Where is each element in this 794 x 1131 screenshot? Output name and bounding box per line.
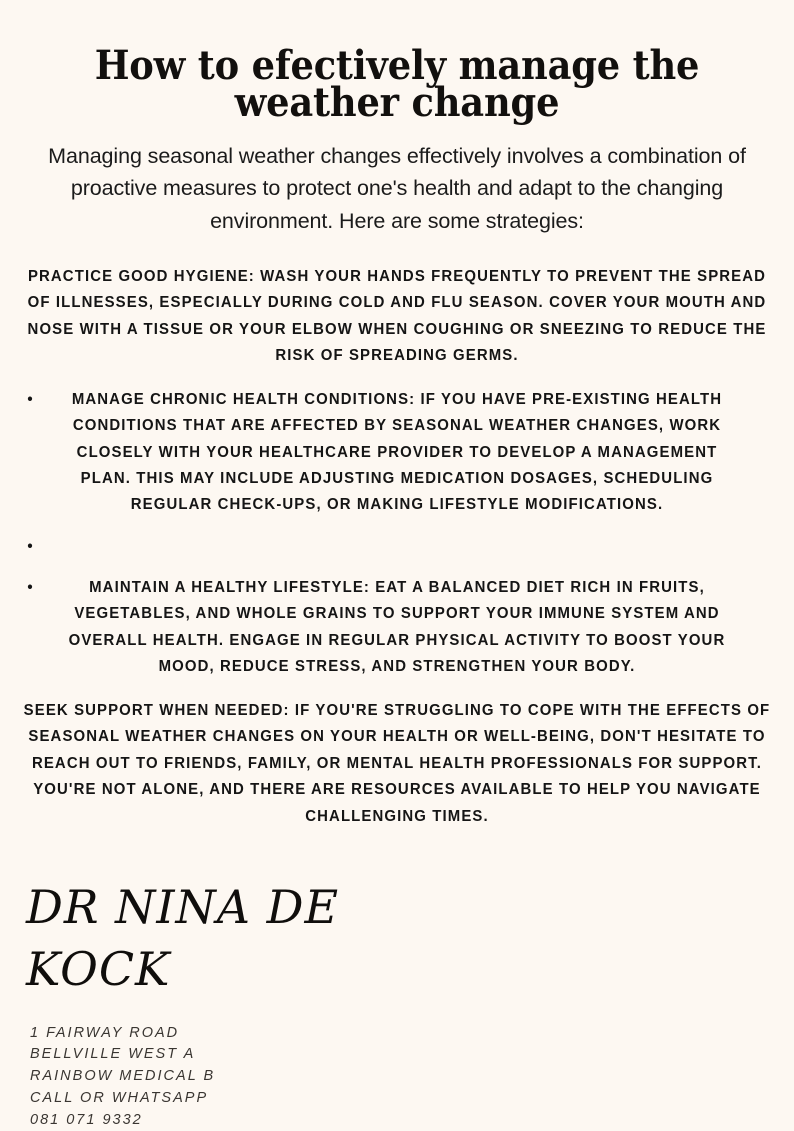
address-line-street: 1 FAIRWAY ROAD — [30, 1024, 180, 1041]
address-block — [0, 1023, 794, 1131]
section-text: SEEK SUPPORT WHEN NEEDED: IF YOU'RE STRUGGLING TO COPE WITH THE EFFECTS OF SEASONAL WEATHER CHANGES ON YOUR HEALTH OR WELL-BEING, DON'T HESITATE TO REACH OUT TO FRIENDS, FAMILY, OR MENTAL HEALTH PROFESSIONALS FOR SUPPORT. YOU'RE NOT ALONE, AND THERE ARE RESOURCES AVAILABLE TO HELP YOU NAVIGATE CHALLENGING TIMES. — [23, 701, 771, 825]
section-seek-support-when-needed — [14, 698, 780, 830]
section-text: MANAGE CHRONIC HEALTH CONDITIONS: IF YOU HAVE PRE-EXISTING HEALTH CONDITIONS THAT ARE AFFECTED BY SEASONAL WEATHER CHANGES, WORK CLOSELY WITH YOUR HEALTHCARE PROVIDER TO DEVELOP A MANAGEMENT PLAN. THIS MAY INCLUDE ADJUSTING MEDICATION DOSAGES, SCHEDULING REGULAR CHECK-UPS, OR MAKING LIFESTYLE MODIFICATIONS. — [71, 390, 723, 514]
contact-method-label: CALL OR WHATSAPP — [30, 1089, 209, 1106]
section-practice-good-hygiene — [14, 264, 780, 370]
title-section — [0, 0, 794, 126]
phone-number: 081 071 9332 — [30, 1111, 143, 1128]
bullet-icon: • — [27, 390, 34, 408]
bullet-icon: • — [27, 537, 34, 555]
address-line-suburb: BELLVILLE WEST A — [30, 1046, 196, 1063]
intro-paragraph: Managing seasonal weather changes effectively involves a combination of proactive measures to protect one's health and adapt to the changing environment. Here are some strategies: — [48, 143, 746, 233]
bullet-icon: • — [27, 578, 34, 596]
section-text: PRACTICE GOOD HYGIENE: WASH YOUR HANDS FREQUENTLY TO PREVENT THE SPREAD OF ILLNESSES, ESPECIALLY DURING COLD AND FLU SEASON. COVER YOUR MOUTH AND NOSE WITH A TISSUE OR YOUR ELBOW WHEN COUGHING OR SNEEZING TO REDUCE THE RISK OF SPREADING GERMS. — [27, 267, 767, 365]
section-maintain-a-healthy-lifestyle — [14, 575, 780, 681]
section-text: MAINTAIN A HEALTHY LIFESTYLE: EAT A BALANCED DIET RICH IN FRUITS, VEGETABLES, AND WHOLE GRAINS TO SUPPORT YOUR IMMUNE SYSTEM AND OVERALL HEALTH. ENGAGE IN REGULAR PHYSICAL ACTIVITY TO BOOST YOUR MOOD, REDUCE STRESS, AND STRENGTHEN YOUR BODY. — [68, 578, 726, 676]
address-line-building: RAINBOW MEDICAL B — [30, 1068, 216, 1085]
section-manage-chronic-health-conditions — [14, 387, 780, 519]
signature-block — [0, 876, 794, 1000]
page-title: How to efectively manage the weather change — [94, 42, 700, 126]
content-sections — [0, 264, 794, 831]
section-empty-bullet — [14, 536, 780, 558]
doctor-name: DR NINA DE KOCK — [26, 880, 340, 997]
